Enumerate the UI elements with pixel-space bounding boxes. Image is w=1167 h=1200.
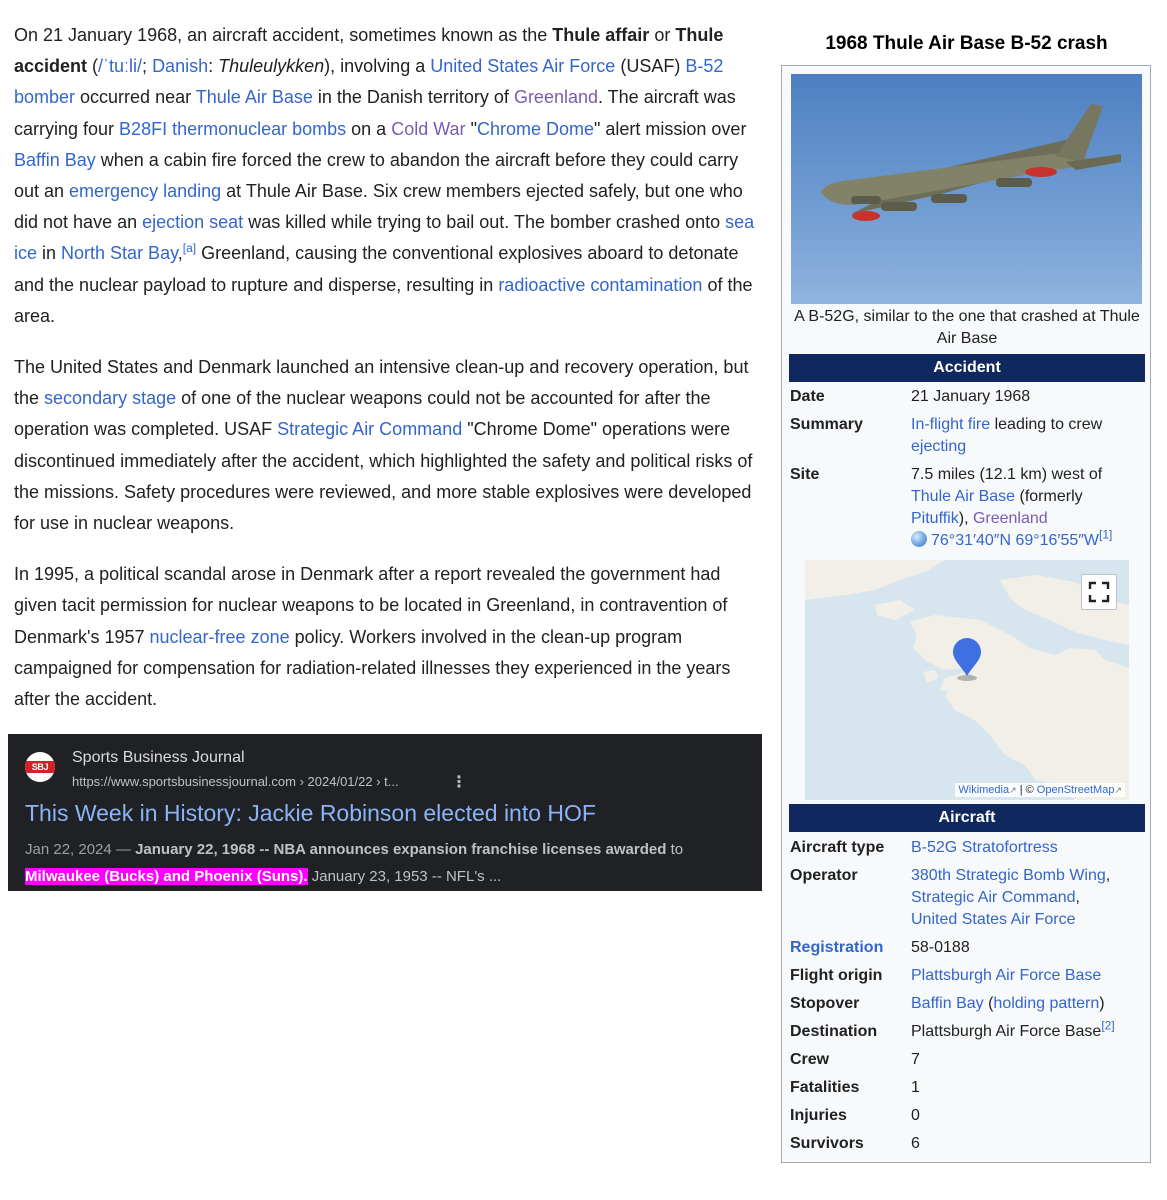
more-vert-icon[interactable]: ⋮ bbox=[451, 774, 467, 791]
injuries-value: 0 bbox=[911, 1107, 920, 1124]
wikimedia-link[interactable]: Wikimedia bbox=[958, 784, 1010, 796]
crew-value: 7 bbox=[911, 1051, 920, 1068]
text: policy. Workers involved in the clean-up program campaigned for compensation for radiation-related illnesses they experienced in the years after the accident. bbox=[14, 626, 731, 710]
text: January 23, 1953 -- NFL's ... bbox=[307, 868, 502, 885]
fatalities-value: 1 bbox=[911, 1079, 920, 1096]
footnote-1-link[interactable]: [1] bbox=[1099, 527, 1113, 542]
paragraph-3 bbox=[14, 559, 764, 715]
text: The United States and Denmark launched an intensive clean-up and recovery operation, but the bbox=[14, 357, 749, 409]
b28-link[interactable]: B28FI thermonuclear bombs bbox=[119, 118, 347, 139]
bold-term: Thule affair bbox=[552, 25, 650, 45]
text: in the Danish territory of bbox=[312, 87, 514, 108]
text: 7.5 miles (12.1 km) west of bbox=[911, 466, 1103, 483]
infobox bbox=[781, 65, 1151, 1163]
flight-origin-label: Flight origin bbox=[790, 967, 883, 984]
text: leading to crew bbox=[990, 416, 1103, 433]
text: ), bbox=[958, 510, 973, 527]
b52-photo[interactable] bbox=[791, 74, 1142, 304]
result-url[interactable]: https://www.sportsbusinessjournal.com › 2024/01/22 › t... bbox=[72, 774, 399, 789]
380th-bomb-wing-link[interactable]: 380th Strategic Bomb Wing bbox=[911, 867, 1106, 884]
text: in bbox=[37, 243, 62, 264]
summary-value bbox=[911, 414, 1143, 458]
north-star-bay-link[interactable]: North Star Bay bbox=[61, 243, 178, 264]
cold-war-link[interactable]: Cold War bbox=[391, 118, 466, 139]
date-label: Date bbox=[790, 388, 825, 405]
baffin-bay-link[interactable]: Baffin Bay bbox=[911, 995, 984, 1012]
footnote-a-link[interactable]: [a] bbox=[182, 241, 197, 256]
snippet-highlight: Milwaukee (Bucks) and Phoenix (Suns). bbox=[25, 868, 308, 885]
text: ; bbox=[142, 56, 153, 77]
text: of the area. bbox=[14, 274, 753, 326]
sea-ice-link[interactable]: sea ice bbox=[14, 212, 755, 264]
holding-pattern-link[interactable]: holding pattern bbox=[993, 995, 1100, 1012]
result-title-link[interactable]: This Week in History: Jackie Robinson elected into HOF bbox=[25, 800, 596, 826]
b52-aircraft-icon bbox=[791, 74, 1142, 304]
text: ) bbox=[1099, 995, 1105, 1012]
text: . The aircraft was carrying four bbox=[14, 87, 736, 139]
sbj-logo-text: SBJ bbox=[25, 761, 55, 773]
plattsburgh-link[interactable]: Plattsburgh Air Force Base bbox=[911, 967, 1102, 984]
crew-label: Crew bbox=[790, 1051, 830, 1068]
text: to bbox=[666, 841, 684, 858]
ejecting-link[interactable]: ejecting bbox=[911, 438, 967, 455]
bold-term: Thule accident bbox=[14, 25, 724, 77]
map-attribution bbox=[955, 783, 1125, 797]
aircraft-header: Aircraft bbox=[789, 804, 1145, 832]
snippet-bold: January 22, 1968 -- NBA announces expansion franchise licenses awarded bbox=[135, 841, 667, 858]
in-flight-fire-link[interactable]: In-flight fire bbox=[911, 416, 991, 433]
text: on a bbox=[346, 118, 392, 139]
strategic-air-command-link[interactable]: Strategic Air Command bbox=[277, 419, 463, 440]
text: (USAF) bbox=[615, 56, 686, 77]
text: when a cabin fire forced the crew to abandon the aircraft before they could carry out an bbox=[14, 149, 739, 202]
text: , bbox=[1105, 867, 1111, 884]
location-map[interactable] bbox=[805, 560, 1129, 800]
b52g-link[interactable]: B-52G Stratofortress bbox=[911, 839, 1058, 856]
nuclear-free-zone-link[interactable]: nuclear-free zone bbox=[149, 626, 290, 647]
text: Plattsburgh Air Force Base bbox=[911, 1023, 1102, 1040]
chrome-dome-link[interactable]: Chrome Dome bbox=[476, 118, 594, 139]
sbj-logo-icon bbox=[25, 752, 55, 782]
summary-label: Summary bbox=[790, 416, 863, 433]
greenland-link[interactable]: Greenland bbox=[513, 87, 598, 108]
registration-value: 58-0188 bbox=[911, 939, 970, 956]
paragraph-1 bbox=[14, 20, 764, 332]
text: of one of the nuclear weapons could not be accounted for after the operation was completed. USAF bbox=[14, 388, 711, 440]
injuries-label: Injuries bbox=[790, 1107, 847, 1124]
survivors-value: 6 bbox=[911, 1135, 920, 1152]
ipa-link[interactable]: /ˈtuːli/ bbox=[98, 56, 143, 77]
text: occurred near bbox=[75, 87, 196, 108]
coordinates-link[interactable]: 76°31′40″N 69°16′55″W bbox=[931, 532, 1100, 549]
thule-air-base-link[interactable]: Thule Air Base bbox=[911, 488, 1016, 505]
text: was killed while trying to bail out. The bomber crashed onto bbox=[243, 212, 726, 233]
destination-value bbox=[911, 1018, 1143, 1043]
danish-link[interactable]: Danish bbox=[152, 56, 209, 77]
openstreetmap-link[interactable]: OpenStreetMap bbox=[1036, 784, 1115, 796]
text: ( bbox=[983, 995, 994, 1012]
text: On 21 January 1968, an aircraft accident, sometimes known as the bbox=[14, 25, 553, 45]
text: or bbox=[649, 25, 676, 45]
thule-air-base-link[interactable]: Thule Air Base bbox=[195, 87, 313, 108]
fullscreen-glyph bbox=[1082, 575, 1116, 609]
accident-header: Accident bbox=[789, 354, 1145, 382]
text: : bbox=[208, 56, 219, 77]
strategic-air-command-link[interactable]: Strategic Air Command bbox=[911, 889, 1076, 906]
result-site-name[interactable]: Sports Business Journal bbox=[72, 749, 245, 766]
baffin-bay-link[interactable]: Baffin Bay bbox=[14, 149, 96, 170]
article-body bbox=[14, 20, 764, 735]
paragraph-2 bbox=[14, 352, 764, 539]
fatalities-label: Fatalities bbox=[790, 1079, 860, 1096]
secondary-stage-link[interactable]: secondary stage bbox=[44, 388, 177, 409]
fullscreen-icon[interactable] bbox=[1081, 574, 1117, 610]
emergency-landing-link[interactable]: emergency landing bbox=[69, 181, 222, 202]
text: ( bbox=[87, 56, 99, 77]
usaf-link[interactable]: United States Air Force bbox=[911, 911, 1076, 928]
text: (formerly bbox=[1015, 488, 1083, 505]
operator-label: Operator bbox=[790, 867, 858, 884]
text: at Thule Air Base. Six crew members ejected safely, but one who did not have an bbox=[14, 181, 743, 233]
italic-term: Thuleulykken bbox=[218, 56, 325, 77]
text: Greenland, causing the conventional explosives aboard to detonate and the nuclear payload to rupture and disperse, resulting in bbox=[14, 243, 739, 295]
pituffik-link[interactable]: Pituffik bbox=[911, 510, 959, 527]
survivors-label: Survivors bbox=[790, 1135, 864, 1152]
text: ), involving a bbox=[324, 56, 431, 77]
greenland-link[interactable]: Greenland bbox=[972, 510, 1048, 527]
date-value: 21 January 1968 bbox=[911, 388, 1031, 405]
search-result-card bbox=[8, 734, 762, 891]
result-snippet bbox=[25, 836, 755, 890]
infobox-title: 1968 Thule Air Base B-52 crash bbox=[825, 33, 1108, 54]
photo-caption: A B-52G, similar to the one that crashed at Thule Air Base bbox=[794, 308, 1140, 347]
text: " alert mission over bbox=[594, 118, 747, 139]
destination-label: Destination bbox=[790, 1023, 878, 1040]
operator-value bbox=[911, 865, 1143, 931]
registration-link[interactable]: Registration bbox=[790, 939, 884, 956]
snippet-date: Jan 22, 2024 — bbox=[25, 841, 136, 858]
aircraft-type-label: Aircraft type bbox=[790, 839, 885, 856]
site-label: Site bbox=[790, 466, 820, 483]
text: " bbox=[465, 118, 477, 139]
text: In 1995, a political scandal arose in Denmark after a report revealed the government had given tacit permission for nuclear weapons to be located in Greenland, in contravention of Denmark's 1957 bbox=[14, 564, 728, 647]
external-link-icon: ↗ bbox=[1114, 785, 1122, 795]
usaf-link[interactable]: United States Air Force bbox=[430, 56, 616, 77]
text: , bbox=[177, 243, 183, 264]
footnote-2-link[interactable]: [2] bbox=[1101, 1018, 1115, 1033]
text: , bbox=[1075, 889, 1080, 906]
site-value bbox=[911, 464, 1143, 552]
radioactive-contamination-link[interactable]: radioactive contamination bbox=[498, 274, 703, 295]
b52-link[interactable]: B-52 bomber bbox=[14, 56, 724, 108]
ejection-seat-link[interactable]: ejection seat bbox=[142, 212, 244, 233]
external-link-icon: ↗ bbox=[1009, 785, 1017, 795]
text: | © bbox=[1016, 784, 1037, 796]
text: "Chrome Dome" operations were discontinued immediately after the accident, which highlighted the safety and political risks of the missions. Safety procedures were reviewed, and more stable explosives were developed for use in nuclear weapons. bbox=[14, 419, 753, 534]
globe-icon bbox=[911, 531, 927, 547]
stopover-value bbox=[911, 993, 1143, 1015]
stopover-label: Stopover bbox=[790, 995, 860, 1012]
